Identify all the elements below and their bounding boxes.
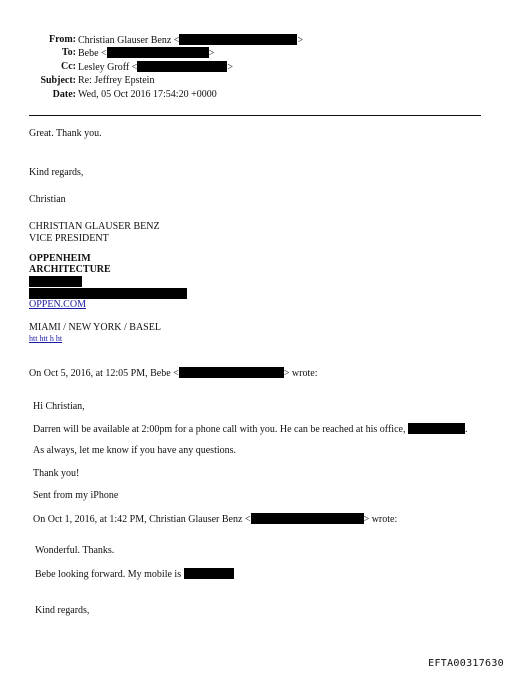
quoted-body-line: Darren will be available at 2:00pm for a phone call with you. He can be reached at his office, . xyxy=(33,424,468,435)
reply-signoff-name: Christian xyxy=(29,194,66,205)
company-website-link[interactable]: OPPEN.COM xyxy=(29,299,86,310)
reply-line: Kind regards, xyxy=(29,167,84,178)
subject-value: Re: Jeffrey Epstein xyxy=(78,75,155,86)
redaction-block xyxy=(107,47,209,58)
date-value: Wed, 05 Oct 2016 17:54:20 +0000 xyxy=(78,89,217,100)
from-value: Christian Glauser Benz < > xyxy=(78,35,304,46)
cc-label: Cc: xyxy=(61,61,76,72)
signature-cities: MIAMI / NEW YORK / BASEL xyxy=(29,322,161,333)
quoted-body-line: As always, let me know if you have any questions. xyxy=(33,445,237,456)
redaction-block xyxy=(184,568,234,579)
quoted-attribution: On Oct 5, 2016, at 12:05 PM, Bebe < > wrote: xyxy=(29,368,318,379)
bates-number: EFTA00317630 xyxy=(428,658,504,669)
social-links[interactable]: htt htt h ht xyxy=(29,334,63,343)
from-label: From: xyxy=(48,34,76,45)
cc-value: Lesley Groff < > xyxy=(78,62,233,73)
redaction-block xyxy=(251,513,364,524)
date-label: Date: xyxy=(52,89,76,100)
to-value: Bebe < > xyxy=(78,48,215,59)
quoted-body-line: Bebe looking forward. My mobile is xyxy=(35,568,234,581)
signature-title: VICE PRESIDENT xyxy=(29,233,109,244)
redaction-block xyxy=(179,34,297,45)
redaction-block xyxy=(137,61,227,72)
reply-line: Great. Thank you. xyxy=(29,128,102,139)
signature-company: ARCHITECTURE xyxy=(29,264,111,275)
redaction-block xyxy=(408,423,465,434)
signature-name: CHRISTIAN GLAUSER BENZ xyxy=(29,221,160,232)
header-divider xyxy=(29,115,481,116)
signature-company: OPPENHEIM xyxy=(29,253,91,264)
quoted-greeting: Hi Christian, xyxy=(33,401,85,412)
quoted-sent-from: Sent from my iPhone xyxy=(33,490,119,501)
quoted-attribution: On Oct 1, 2016, at 1:42 PM, Christian Glauser Benz < > wrote: xyxy=(33,514,398,525)
redaction-block xyxy=(179,367,284,378)
to-label: To: xyxy=(61,47,76,58)
subject-label: Subject: xyxy=(40,75,76,86)
quoted-thanks: Thank you! xyxy=(33,468,80,479)
quoted-body-line: Kind regards, xyxy=(35,605,90,616)
quoted-body-line: Wonderful. Thanks. xyxy=(35,545,115,556)
